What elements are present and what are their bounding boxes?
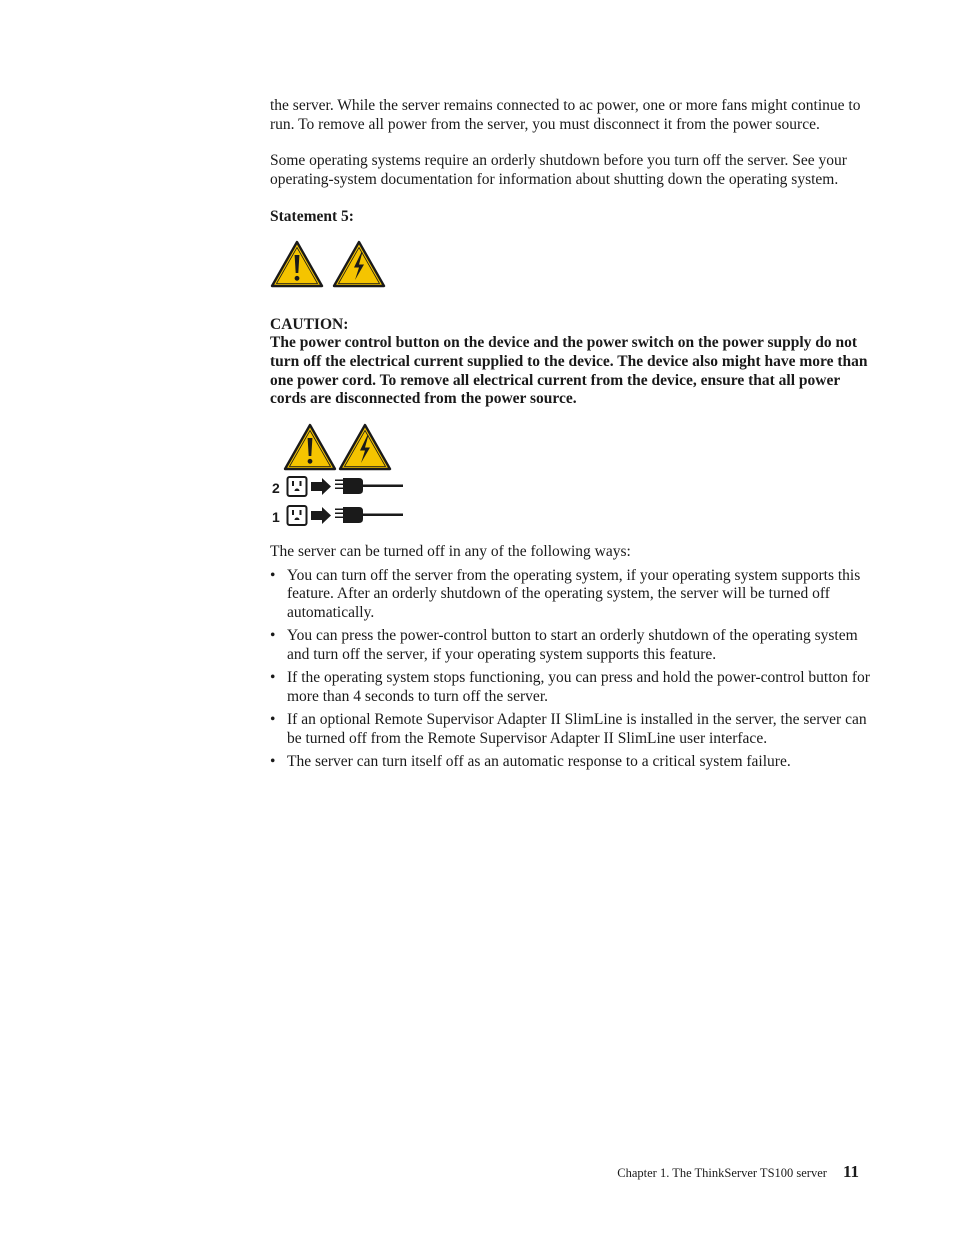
turn-off-intro: The server can be turned off in any of the following ways: bbox=[270, 543, 631, 561]
list-item-text: You can press the power-control button to start an orderly shutdown of the operating system and turn off the server, if your operating system supports this feature. bbox=[287, 627, 858, 663]
list-item-text: If an optional Remote Supervisor Adapter II SlimLine is installed in the server, the server can be turned off from the Remote Supervisor Adapter II SlimLine user interface. bbox=[287, 710, 867, 747]
bullet-icon: • bbox=[270, 752, 276, 770]
statement-icons bbox=[270, 240, 870, 288]
power-outlet-icon bbox=[286, 475, 406, 499]
page-number: 11 bbox=[842, 1162, 859, 1181]
power-plug-icon bbox=[335, 507, 403, 523]
cord-label-2: 2 bbox=[272, 480, 280, 497]
caution-body: The power control button on the device and the power switch on the power supply do not turn off the electrical current supplied to the device. The device also might have more than one power cord. To remove all electrical current from the device, ensure that all power cords are disconnected from the power source. bbox=[270, 334, 868, 408]
cord-label-1: 1 bbox=[272, 509, 280, 526]
list-item bbox=[270, 711, 870, 748]
list-item-text: You can turn off the server from the operating system, if your operating system supports this feature. After an orderly shutdown of the operating system, the server will be turned off automatically. bbox=[287, 566, 861, 622]
bullet-icon: • bbox=[270, 710, 276, 728]
page-footer bbox=[594, 1162, 859, 1182]
warning-triangle-icon bbox=[283, 423, 337, 471]
list-item bbox=[270, 627, 870, 664]
power-outlet-icon bbox=[286, 504, 406, 528]
arrow-right-icon bbox=[311, 478, 331, 495]
bullet-icon: • bbox=[270, 669, 276, 687]
paragraph-power-fans: the server. While the server remains connected to ac power, one or more fans might continue to run. To remove all power from the server, you must disconnect it from the power source. bbox=[270, 97, 861, 133]
bullet-icon: • bbox=[270, 627, 276, 645]
electrical-hazard-icon bbox=[332, 240, 386, 288]
page-content bbox=[270, 97, 870, 776]
bullet-icon: • bbox=[270, 566, 276, 584]
list-item bbox=[270, 753, 870, 772]
paragraph-orderly-shutdown: Some operating systems require an orderly shutdown before you turn off the server. See your operating-system documentation for information about shutting down the operating system. bbox=[270, 152, 847, 189]
arrow-right-icon bbox=[311, 507, 331, 524]
list-item bbox=[270, 567, 870, 623]
statement-label: Statement 5: bbox=[270, 207, 354, 225]
warning-triangle-icon bbox=[270, 240, 324, 288]
power-plug-icon bbox=[335, 478, 403, 494]
caution-heading: CAUTION: bbox=[270, 315, 349, 333]
footer-chapter-title: Chapter 1. The ThinkServer TS100 server bbox=[617, 1166, 827, 1180]
turn-off-list bbox=[270, 567, 870, 772]
list-item bbox=[270, 669, 870, 706]
electrical-hazard-icon bbox=[338, 423, 392, 471]
power-cords-figure bbox=[270, 423, 870, 537]
list-item-text: If the operating system stops functioning, you can press and hold the power-control button for more than 4 seconds to turn off the server. bbox=[287, 669, 870, 705]
list-item-text: The server can turn itself off as an automatic response to a critical system failure. bbox=[287, 752, 791, 770]
